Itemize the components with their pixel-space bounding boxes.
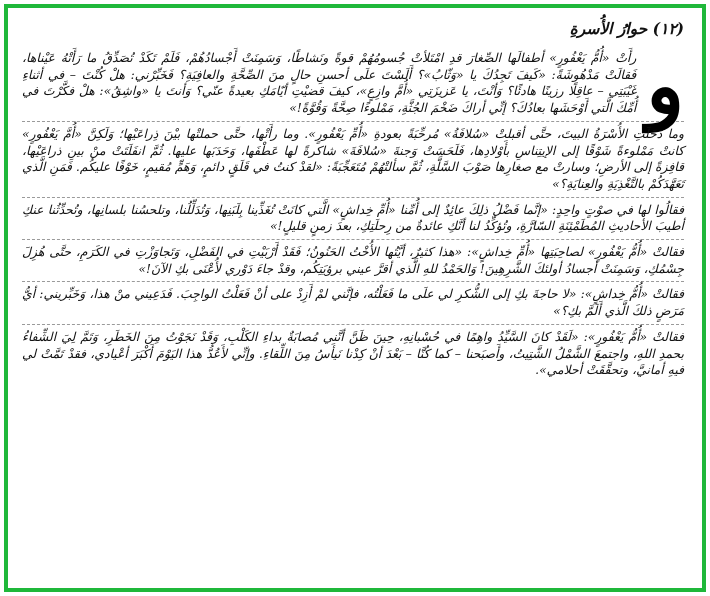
paragraph-1-text: رأَتْ «أُمُّ يَعْفُورٍ» أطفالَها الصِّغارَ قدِ امْتَلأتْ جُسومُهُمْ قوةً ونَشاطًا، وَسَمِنَتْ أَجْسادُهُمْ، فَلَمْ تَكَدْ تُصَدِّقُ ما رَأَتْهُ عَيْناها، فَقالَتْ مَدْهُوشَةً: «كَيفَ تَجِدُكَ يا «وَثّابُ»؟ أَلَسْتَ علَى أحسنِ حالٍ منَ الصِّحَّةِ والعافِيَةِ؟ فَخَبِّرْني: هلْ كُنْتَ – في أثناءِ غَيْبَتِي – عاقِلًا رزينًا هادئًا؟ وَأنْتَ، يا عَزيزَتِي «أُمَّ وازِعٍ»، كيفَ قضيْتِ أيّامَكِ بعيدةً عنّي؟ وَأنتَ يا «واشِقُ»: هلْ فكَّرْتَ في أُمِّكَ الَّتي أَوْحَشَها بعادُكَ؟ إنِّي أراكَ ضَخْمَ الجُثَّةِ، مَمْلوءًا صِحَّةً وَقُوَّةً!» xyxy=(22,50,637,116)
paragraph-2: وما دَخَلَتِ الأُسْرَةُ البيتَ، حتَّى أقبلتْ «سُلافَةُ» مُرحِّبَةً بعودةِ «أُمِّ يَعْفُورٍ». وما رأَتْها، حتَّى حملتْها بيْنَ ذِراعَيْها؛ وَلَكِنَّ «أُمَّ يَعْفُورٍ» كانتْ مَمْلوءةً شَوْقًا إلى الإيتِناسِ بأَوْلادِها، فَلَحَسَتْ وَجنةَ «سُلافَةَ» شاكرةً لها عَطْفَها، وَحَدَبَها عليها. ثُمَّ انفَلَتَتْ منْ بينِ ذراعَيْها، قافِزةً إلى الأرضِ؛ وسارتْ مع صغارِها صَوْبَ السَّلَّةِ، ثُمَّ سألتْهُمْ مُتَعَجِّبَةً: «لقدْ كنتُ في قَلَقٍ دائمٍ، وَهَمٍّ مُقيمٍ، خَوْفًا عليكُم. فَمَنِ الَّذي تَعَهَّدَكُمْ بالتَّغْذِيَةِ والعِنايَةِ؟» xyxy=(22,125,684,191)
paragraph-6: فقالتْ «أُمُّ يَعْفُورٍ»: «لَقَدْ كانَ السَّيِّدُ واهِمًا في حُسْبانِهِ، حِينَ ظَنَّ أنَّني مُصابَةٌ بداءِ الكَلْبِ، وَقَدْ نَجَوْتُ مِنَ الخَطَرِ، وَتَمَّ لِيَ الشِّفاءُ بحمدِ اللهِ، واجتمعَ الشَّمْلُ الشَّتِيتُ، وأَصبَحنا – كما كُنَّا – بَعْدَ أنْ كِدْنا نَيأَسُ مِنَ اللِّقاءِ. وإنِّي لأَعُدُّ هذا اليَوْمَ أَكْبَرَ أعْيادي، فقدْ تَمَّتْ لي فيهِ أمانيَّ، وتحقَّقَتْ أحلامي». xyxy=(22,328,684,378)
paragraph-1 xyxy=(22,41,684,132)
paragraph-4: فقالتْ «أُمُّ يَعْفُورٍ» لصاحِبَتِها «أُمِّ خِداشٍ»: «هذا كثيرٌ، أيَّتُها الأُخْتُ الحَنُونُ؛ فَقَدْ أَرْبَيْتِ في الفَضْلِ، وَتَجاوَزْتِ في الكَرَمِ، حتَّى هُزِلَ جِسْمُكِ، وَسَمِنَتْ أجسادُ أولئكَ الشَّرِهِينَ! وَالحَمْدُ للهِ الَّذي أقرَّ عيني برؤيَتِكُم، وقدْ جاءَ دَوْري لأُعْنَى بكِ الآنَ!» xyxy=(22,244,684,276)
article-content xyxy=(22,18,684,379)
paragraph-divider xyxy=(22,324,684,325)
paragraph-divider xyxy=(22,121,684,122)
page-frame xyxy=(4,4,706,592)
paragraph-5: فقالتْ «أُمُّ خِداشٍ»: «لا حاجةَ بكِ إلى الشُّكرِ لي علَى ما فَعَلْتُه، فإنَّني لمْ أَزِدْ على أنْ فَعَلْتُ الواجِبَ. فَدَعِيني منْ هذا، وَخَبِّريني: أيُّ مَرَضٍ ذلكَ الَّذي أَلَمَّ بكِ؟» xyxy=(22,286,684,319)
paragraph-3: فقالُوا لها في صوْتٍ واحِدٍ: «إنَّما فَضْلُ ذلِكَ عائِدٌ إلى أُمِّنا «أُمِّ خِداشٍ» الَّتي كانَتْ تُغَذِّينا بِلَبَنِها، وَتُدَلِّلُنا، وتلحسُنا بلسانِها، وتُحدِّثُنا عنكِ أطيبَ الأحاديثِ المُطَمْئِنَةِ السّارَّةِ، وتُؤكِّدُ لنا أنَّكِ عائدةٌ من رِحلَتِكِ، بعدَ زمنٍ قليلٍ!» xyxy=(22,201,684,234)
paragraph-divider xyxy=(22,197,684,198)
paragraph-divider xyxy=(22,281,684,282)
drop-cap: و xyxy=(646,41,684,132)
article-title: (١٢) حوارُ الأُسرةِ xyxy=(569,19,684,38)
paragraph-divider xyxy=(22,239,684,240)
